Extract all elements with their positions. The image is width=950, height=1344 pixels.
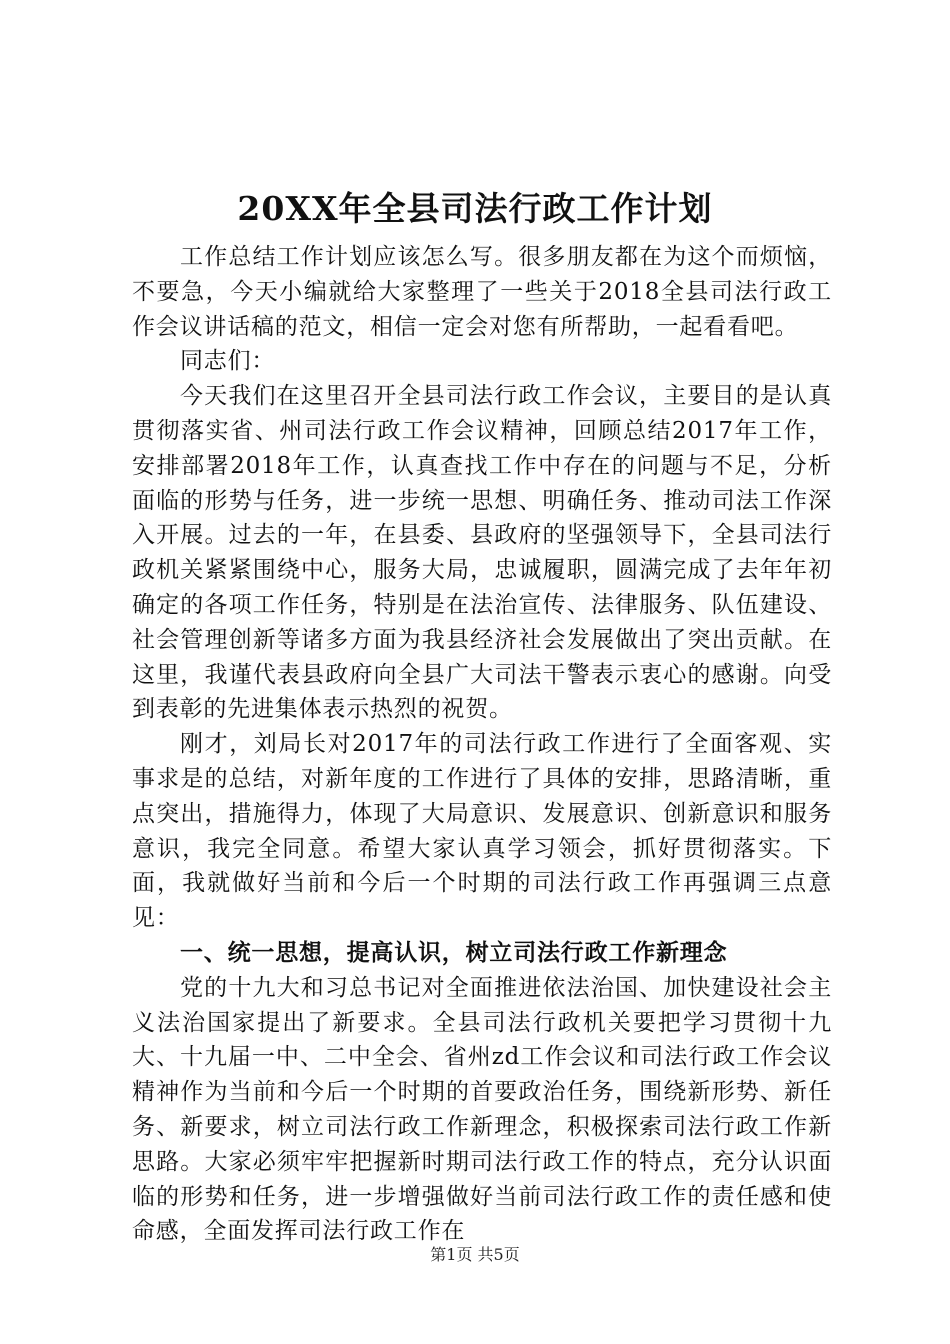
section-paragraph: 党的十九大和习总书记对全面推进依法治国、加快建设社会主义法治国家提出了新要求。全县司法行政机关要把学习贯彻十九大、十九届一中、二中全会、省州zd工作会议和司法行政工作会议精神作为当前和今后一个时期的首要政治任务，围绕新形势、新任务、新要求，树立司法行政工作新理念，积极探索司法行政工作新思路。大家必须牢牢把握新时期司法行政工作的特点，充分认识面临的形势和任务，进一步增强做好当前司法行政工作的责任感和使命感，全面发挥司法行政工作在 bbox=[132, 974, 832, 1245]
intro-paragraph: 工作总结工作计划应该怎么写。很多朋友都在为这个而烦恼，不要急，今天小编就给大家整理了一些关于2018全县司法行政工作会议讲话稿的范文，相信一定会对您有所帮助，一起看看吧。 bbox=[132, 244, 832, 340]
remarks-paragraph: 刚才，刘局长对2017年的司法行政工作进行了全面客观、实事求是的总结，对新年度的工作进行了具体的安排，思路清晰，重点突出，措施得力，体现了大局意识、发展意识、创新意识和服务意识，我完全同意。希望大家认真学习领会，抓好贯彻落实。下面，我就做好当前和今后一个时期的司法行政工作再强调三点意见： bbox=[132, 731, 832, 932]
section-heading: 一、统一思想，提高认识，树立司法行政工作新理念 bbox=[180, 938, 728, 966]
review-paragraph: 今天我们在这里召开全县司法行政工作会议，主要目的是认真贯彻落实省、州司法行政工作会议精神，回顾总结2017年工作，安排部署2018年工作，认真查找工作中存在的问题与不足，分析面临的形势与任务，进一步统一思想、明确任务、推动司法工作深入开展。过去的一年，在县委、县政府的坚强领导下，全县司法行政机关紧紧围绕中心，服务大局，忠诚履职，圆满完成了去年年初确定的各项工作任务，特别是在法治宣传、法律服务、队伍建设、社会管理创新等诸多方面为我县经济社会发展做出了突出贡献。在这里，我谨代表县政府向全县广大司法干警表示衷心的感谢。向受到表彰的先进集体表示热烈的祝贺。 bbox=[132, 383, 832, 723]
document-title: 20XX年全县司法行政工作计划 bbox=[237, 189, 713, 228]
document-body bbox=[132, 240, 832, 1249]
salutation: 同志们： bbox=[180, 348, 276, 375]
page-number-footer: 第1页 共5页 bbox=[430, 1245, 520, 1264]
